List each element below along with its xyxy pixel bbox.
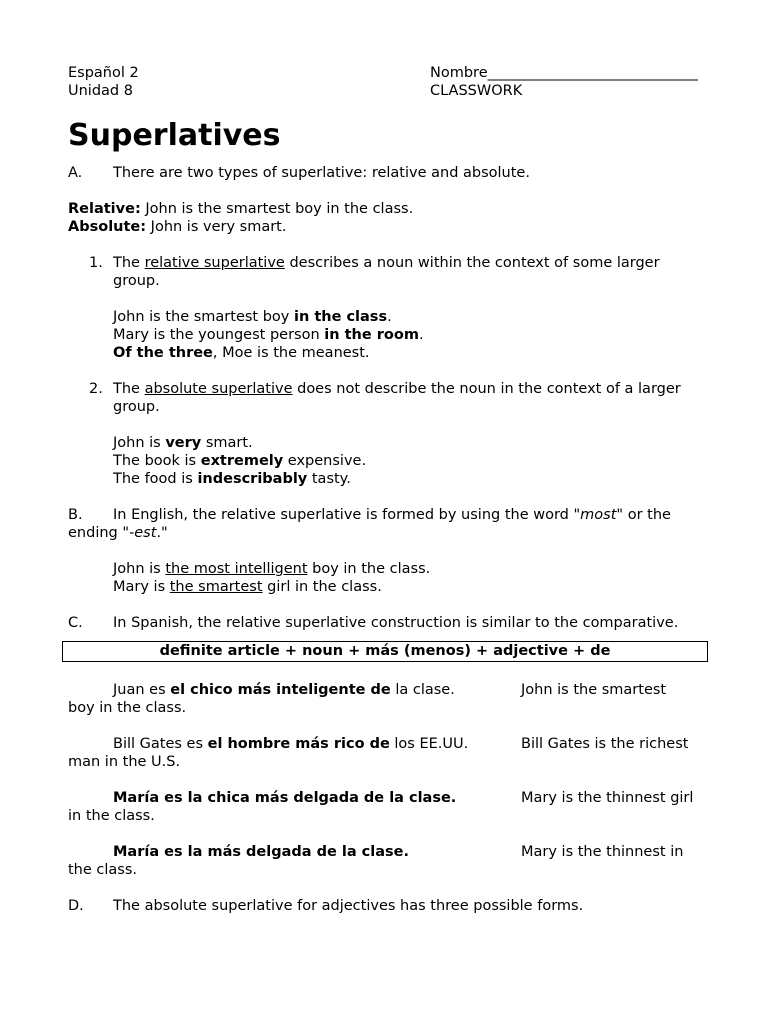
name-field-label: Nombre_____________________________ [430,65,698,81]
translation-continuation: boy in the class. [68,700,187,716]
translation-continuation: the class. [68,862,138,878]
term-absolute-superlative: absolute superlative [144,381,293,397]
section-a-intro [68,164,708,182]
section-letter: C. [68,615,83,631]
example-line: The food is indescribably tasty. [113,471,351,487]
example-line: Mary is the youngest person in the room. [113,327,424,343]
section-c-intro: C. In Spanish, the relative superlative construction is similar to the comparative. [68,615,679,631]
item-text: The absolute superlative does not describe the noun in the context of a larger group. [113,381,681,415]
course-label: Español 2 [68,65,139,81]
page-title: Superlatives [68,118,281,153]
spanish-sentence: María es la chica más delgada de la clase. [113,790,457,806]
spanish-example [68,735,708,771]
section-text: There are two types of superlative: relative and absolute. [113,165,530,181]
list-number: 1. [89,255,103,271]
list-item-absolute [68,380,708,488]
spanish-example [68,789,708,825]
relative-definition [68,200,708,218]
formula-box: definite article + noun + más (menos) + adjective + de [62,641,708,662]
header [68,64,708,100]
section-letter: A. [68,165,83,181]
example-line: John is the smartest boy in the class. [113,309,392,325]
spanish-sentence: María es la más delgada de la clase. [113,844,410,860]
unit-label: Unidad 8 [68,83,133,99]
absolute-example: John is very smart. [146,219,287,235]
section-letter: B. [68,507,83,523]
english-translation: Mary is the thinnest in [521,844,684,860]
spanish-example [68,843,708,879]
section-letter: D. [68,898,84,914]
section-b-intro: B. In English, the relative superlative is formed by using the word "most" or the ending "-est." [68,507,671,541]
spanish-example [68,681,708,717]
english-translation: Mary is the thinnest girl [521,790,694,806]
example-line: Mary is the smartest girl in the class. [113,579,382,595]
worksheet-type: CLASSWORK [430,83,523,99]
english-examples [68,560,708,596]
item-text: The relative superlative describes a noun within the context of some larger group. [113,255,660,289]
list-item-relative [68,254,708,362]
student-info [430,64,698,100]
term-relative-superlative: relative superlative [144,255,285,271]
example-line: John is the most intelligent boy in the class. [113,561,431,577]
english-translation: Bill Gates is the richest [521,736,689,752]
relative-example: John is the smartest boy in the class. [140,201,414,217]
example-line: The book is extremely expensive. [113,453,367,469]
example-line: Of the three, Moe is the meanest. [113,345,370,361]
list-number: 2. [89,381,103,397]
english-translation: John is the smartest [521,682,667,698]
spanish-sentence: Juan es el chico más inteligente de la clase. [113,682,455,698]
course-info [68,64,139,100]
section-d-intro: D. The absolute superlative for adjectives has three possible forms. [68,898,584,914]
worksheet-page [68,64,708,915]
example-line: John is very smart. [113,435,253,451]
absolute-label: Absolute: [68,219,147,235]
relative-label: Relative: [68,201,141,217]
translation-continuation: man in the U.S. [68,754,181,770]
translation-continuation: in the class. [68,808,155,824]
absolute-definition [68,218,708,236]
spanish-sentence: Bill Gates es el hombre más rico de los EE.UU. [113,736,469,752]
